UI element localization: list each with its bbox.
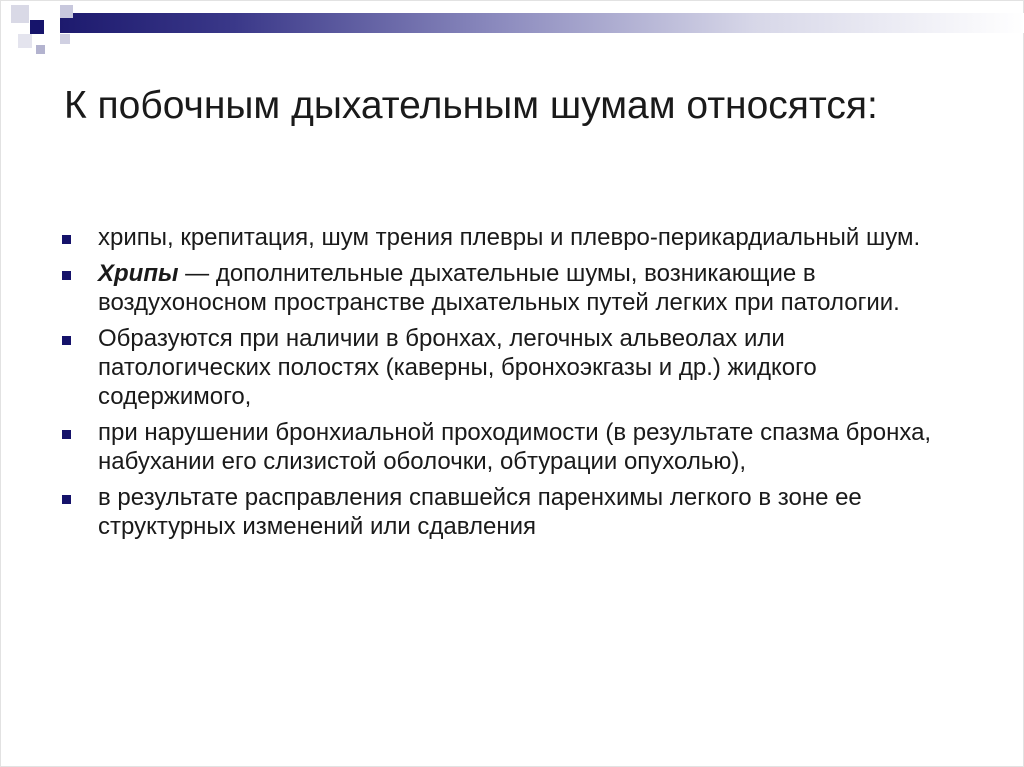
bullet-text: хрипы, крепитация, шум трения плевры и плевро-перикардиальный шум. — [98, 224, 921, 251]
list-item — [60, 324, 960, 411]
square-bullet-icon — [62, 495, 71, 504]
bullet-list — [60, 223, 960, 548]
list-item — [60, 483, 960, 541]
decor-square — [11, 5, 29, 23]
list-item — [60, 223, 960, 252]
decor-square — [18, 34, 32, 48]
decor-square — [36, 45, 45, 54]
slide-title: К побочным дыхательным шумам относятся: — [64, 84, 878, 127]
square-bullet-icon — [62, 430, 71, 439]
bullet-term: Хрипы — [98, 260, 179, 287]
decor-square — [30, 20, 44, 34]
square-bullet-icon — [62, 235, 71, 244]
list-item — [60, 259, 960, 317]
square-bullet-icon — [62, 271, 71, 280]
decor-square — [60, 34, 70, 44]
bullet-text: Образуются при наличии в бронхах, легочных альвеолах или патологических полостях (каверны, бронхоэкгазы и др.) жидкого содержимого, — [98, 325, 817, 410]
decor-square — [60, 5, 73, 18]
square-bullet-icon — [62, 336, 71, 345]
list-item — [60, 418, 960, 476]
header-gradient-bar — [60, 13, 1024, 33]
bullet-text: — дополнительные дыхательные шумы, возникающие в воздухоносном пространстве дыхательных путей легких при патологии. — [98, 260, 900, 316]
bullet-text: при нарушении бронхиальной проходимости (в результате спазма бронха, набухании его слизистой оболочки, обтурации опухолью), — [98, 419, 932, 475]
bullet-text: в результате расправления спавшейся паренхимы легкого в зоне ее структурных изменений или сдавления — [98, 484, 862, 540]
